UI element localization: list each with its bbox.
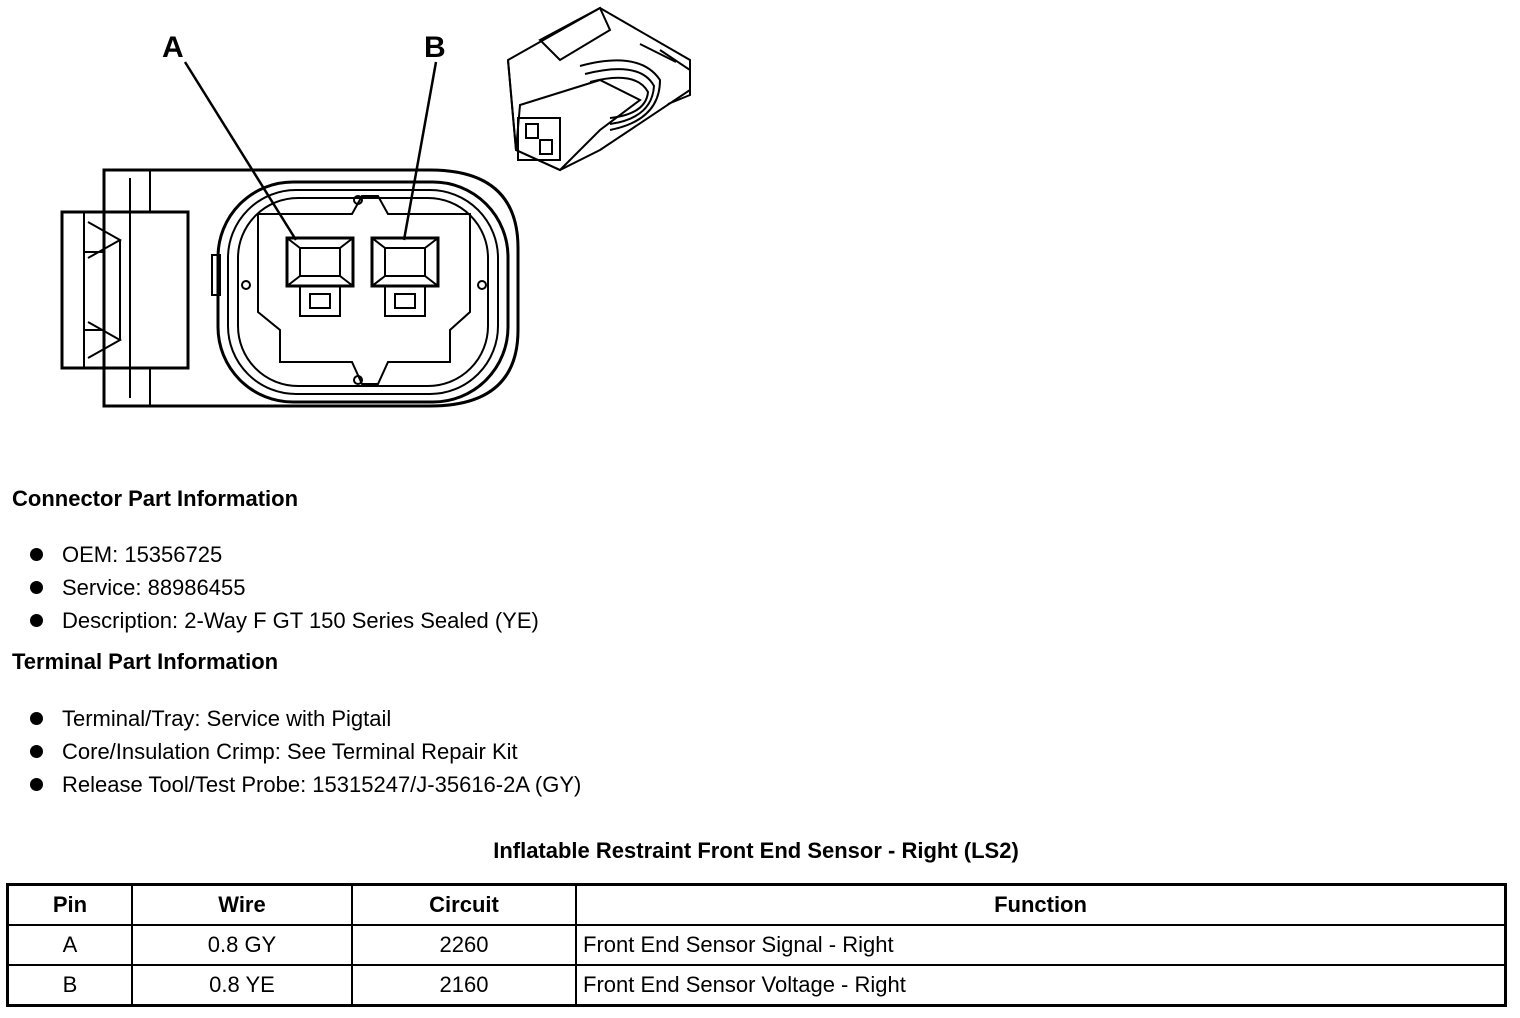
terminal-tray-info: Terminal/Tray: Service with Pigtail xyxy=(62,706,392,731)
table-header-row xyxy=(8,885,1506,926)
connector-part-info-list xyxy=(28,538,539,637)
pin-cell: B xyxy=(8,965,133,1006)
function-cell: Front End Sensor Voltage - Right xyxy=(576,965,1506,1006)
wire-cell: 0.8 YE xyxy=(132,965,352,1006)
list-item xyxy=(28,702,581,735)
function-cell: Front End Sensor Signal - Right xyxy=(576,925,1506,965)
bullet-icon xyxy=(30,548,43,561)
pin-label-b: B xyxy=(424,31,446,64)
table-title: Inflatable Restraint Front End Sensor - Right (LS2) xyxy=(493,838,1019,863)
bullet-icon xyxy=(30,745,43,758)
list-item xyxy=(28,735,581,768)
connector-part-info-heading: Connector Part Information xyxy=(12,486,299,511)
column-header-pin: Pin xyxy=(8,885,133,926)
list-item xyxy=(28,571,539,604)
circuit-cell: 2160 xyxy=(352,965,576,1006)
connector-iso-view xyxy=(508,8,690,170)
list-item xyxy=(28,768,581,801)
release-tool-info: Release Tool/Test Probe: 15315247/J-35616-2A (GY) xyxy=(62,772,582,797)
bullet-icon xyxy=(30,712,43,725)
list-item xyxy=(28,538,539,571)
connector-diagram xyxy=(0,0,720,430)
column-header-circuit: Circuit xyxy=(352,885,576,926)
oem-part-number: OEM: 15356725 xyxy=(62,542,223,567)
list-item xyxy=(28,604,539,637)
terminal-part-info-heading: Terminal Part Information xyxy=(12,649,279,674)
table-row xyxy=(8,925,1506,965)
pin-cell: A xyxy=(8,925,133,965)
pinout-table xyxy=(6,883,1507,1007)
bullet-icon xyxy=(30,614,43,627)
bullet-icon xyxy=(30,778,43,791)
crimp-info: Core/Insulation Crimp: See Terminal Repair Kit xyxy=(62,739,518,764)
wire-cell: 0.8 GY xyxy=(132,925,352,965)
terminal-cavity-b xyxy=(372,238,438,316)
circuit-cell: 2260 xyxy=(352,925,576,965)
connector-description: Description: 2-Way F GT 150 Series Sealed (YE) xyxy=(62,608,539,633)
column-header-function: Function xyxy=(576,885,1506,926)
connector-face-view xyxy=(62,170,518,406)
terminal-cavity-a xyxy=(287,238,353,316)
service-part-number: Service: 88986455 xyxy=(62,575,246,600)
column-header-wire: Wire xyxy=(132,885,352,926)
pin-label-a: A xyxy=(162,31,184,64)
bullet-icon xyxy=(30,581,43,594)
terminal-part-info-list xyxy=(28,702,581,801)
table-row xyxy=(8,965,1506,1006)
